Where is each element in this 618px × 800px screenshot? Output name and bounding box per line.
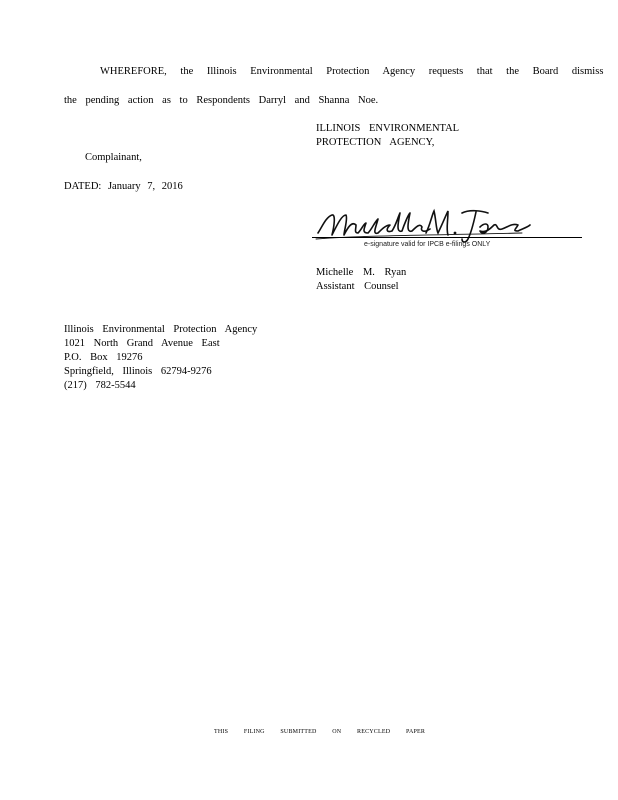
- signature-caption: e-signature valid for IPCB e-filings ONLY: [364, 241, 491, 248]
- address-line: (217) 782-5544: [64, 380, 136, 391]
- address-line: Illinois Environmental Protection Agency: [64, 324, 258, 335]
- party-name-line-2: PROTECTION AGENCY,: [316, 137, 435, 148]
- address-line: 1021 North Grand Avenue East: [64, 338, 220, 349]
- party-name-line-1: ILLINOIS ENVIRONMENTAL: [316, 123, 460, 134]
- address-line: P.O. Box 19276: [64, 352, 143, 363]
- party-role: Complainant,: [85, 152, 142, 163]
- date-line: DATED: January 7, 2016: [64, 181, 183, 192]
- paragraph-line-2: the pending action as to Respondents Darryl and Shanna Noe.: [64, 95, 379, 106]
- signer-title: Assistant Counsel: [316, 281, 399, 292]
- recycled-paper-footer: THIS FILING SUBMITTED ON RECYCLED PAPER: [214, 729, 426, 735]
- agency-address-block: [64, 323, 257, 393]
- signature-image: [312, 199, 582, 251]
- address-line: Springfield, Illinois 62794-9276: [64, 366, 212, 377]
- paragraph-line-1: WHEREFORE, the Illinois Environmental Protection Agency requests that the Board dismiss: [100, 66, 604, 77]
- signer-name: Michelle M. Ryan: [316, 267, 407, 278]
